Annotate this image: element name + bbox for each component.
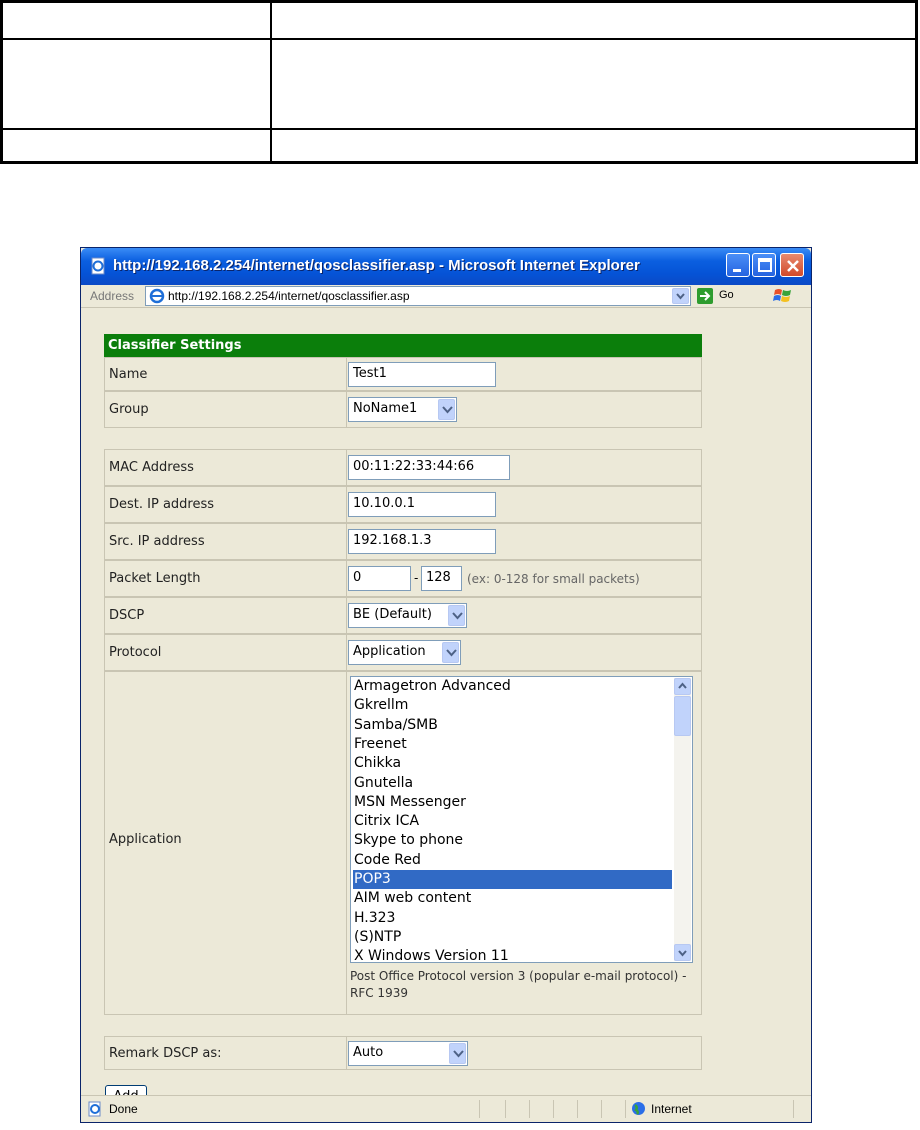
packet-length-label: Packet Length [109, 571, 201, 586]
application-list-item[interactable]: Code Red [354, 851, 421, 868]
status-divider [505, 1100, 506, 1118]
status-divider [553, 1100, 554, 1118]
mac-label: MAC Address [109, 460, 194, 475]
chevron-down-icon [446, 648, 457, 658]
application-list-item[interactable]: Citrix ICA [354, 813, 420, 830]
name-row [104, 357, 702, 391]
address-input[interactable] [145, 286, 691, 306]
application-list-item[interactable]: AIM web content [354, 890, 472, 907]
address-label: Address [90, 289, 135, 303]
zone-label: Internet [651, 1102, 692, 1116]
address-bar [81, 285, 811, 308]
table-cell [271, 129, 917, 162]
classifier-settings-header: Classifier Settings [104, 334, 702, 357]
chevron-down-icon [675, 945, 690, 960]
name-label: Name [109, 367, 148, 382]
close-button[interactable] [780, 253, 804, 277]
remark-dscp-select[interactable] [348, 1041, 468, 1066]
table-cell [271, 2, 917, 39]
scroll-down-button[interactable] [674, 944, 691, 961]
group-value: NoName1 [353, 401, 418, 416]
dscp-label: DSCP [109, 608, 145, 623]
table-cell [2, 39, 271, 129]
maximize-icon [753, 254, 777, 278]
chevron-down-icon [673, 289, 688, 303]
dscp-row [104, 597, 702, 634]
minimize-button[interactable] [726, 253, 750, 277]
dscp-value: BE (Default) [353, 607, 432, 622]
src-ip-row [104, 523, 702, 560]
application-list-item[interactable]: Gnutella [354, 774, 414, 791]
protocol-select[interactable] [348, 640, 461, 665]
chevron-up-icon [675, 679, 690, 694]
chevron-down-icon [453, 1049, 464, 1059]
packet-length-from-input[interactable]: 0 [348, 566, 411, 591]
group-label: Group [109, 402, 149, 417]
packet-length-separator: - [414, 571, 419, 585]
scroll-up-button[interactable] [674, 678, 691, 695]
application-list-item[interactable]: POP3 [353, 870, 672, 889]
document-table [0, 0, 918, 164]
table-cell [271, 39, 917, 129]
chevron-down-icon [452, 611, 463, 621]
listbox-scrollbar[interactable] [674, 678, 691, 961]
group-select[interactable] [348, 397, 457, 422]
page-content [83, 309, 809, 1094]
status-divider [529, 1100, 530, 1118]
mac-address-input[interactable]: 00:11:22:33:44:66 [348, 455, 510, 480]
application-list-item[interactable]: Freenet [354, 735, 407, 752]
ie-window [80, 247, 812, 1123]
status-text: Done [109, 1102, 138, 1116]
src-ip-input[interactable]: 192.168.1.3 [348, 529, 496, 554]
ie-page-icon [89, 257, 107, 275]
application-list-item[interactable]: H.323 [354, 909, 396, 926]
application-listbox[interactable] [350, 676, 693, 963]
remark-value: Auto [353, 1045, 384, 1060]
application-list-item[interactable]: Armagetron Advanced [354, 678, 511, 694]
status-divider [577, 1100, 578, 1118]
src-ip-label: Src. IP address [109, 534, 205, 549]
application-label: Application [109, 832, 182, 847]
ie-page-icon [87, 1101, 103, 1117]
mac-row [104, 449, 702, 486]
globe-icon [631, 1101, 646, 1116]
remark-label: Remark DSCP as: [109, 1046, 222, 1061]
table-cell [2, 2, 271, 39]
remark-row [104, 1036, 702, 1070]
dest-ip-label: Dest. IP address [109, 497, 215, 512]
title-bar[interactable] [81, 248, 811, 285]
application-row [104, 671, 702, 1015]
group-row [104, 391, 702, 428]
go-label: Go [719, 289, 734, 301]
application-list-item[interactable]: Chikka [354, 755, 402, 772]
name-input[interactable]: Test1 [348, 362, 496, 387]
minimize-icon [727, 254, 751, 278]
protocol-row [104, 634, 702, 671]
go-button[interactable] [695, 287, 743, 305]
status-divider [793, 1100, 794, 1118]
packet-length-hint: (ex: 0-128 for small packets) [467, 572, 640, 586]
status-bar [81, 1095, 811, 1122]
address-dropdown-button[interactable] [672, 288, 689, 304]
protocol-value: Application [353, 644, 426, 659]
application-list-item[interactable]: X Windows Version 11 [354, 948, 509, 963]
dest-ip-row [104, 486, 702, 523]
packet-length-to-input[interactable]: 128 [421, 566, 462, 591]
ie-logo-icon [149, 288, 165, 304]
status-divider [625, 1100, 626, 1118]
table-cell [2, 129, 271, 162]
application-list-item[interactable]: Skype to phone [354, 832, 464, 849]
status-divider [479, 1100, 480, 1118]
dscp-select[interactable] [348, 603, 467, 628]
dest-ip-input[interactable]: 10.10.0.1 [348, 492, 496, 517]
protocol-label: Protocol [109, 645, 162, 660]
address-url: http://192.168.2.254/internet/qosclassifier.asp [168, 289, 410, 303]
chevron-down-icon [442, 405, 453, 415]
application-list-item[interactable]: Samba/SMB [354, 716, 438, 733]
application-list-item[interactable]: MSN Messenger [354, 793, 466, 810]
application-description: Post Office Protocol version 3 (popular e-mail protocol) - RFC 1939 [350, 969, 687, 1000]
maximize-button[interactable] [752, 253, 776, 277]
scroll-thumb[interactable] [674, 696, 691, 736]
application-list-item[interactable]: Gkrellm [354, 697, 409, 714]
status-divider [601, 1100, 602, 1118]
packet-length-row [104, 560, 702, 597]
application-list-item[interactable]: (S)NTP [354, 928, 402, 945]
window-title: http://192.168.2.254/internet/qosclassifier.asp - Microsoft Internet Explorer [113, 257, 640, 274]
go-arrow-icon [697, 288, 713, 304]
windows-logo-icon [771, 287, 795, 305]
close-icon [781, 254, 805, 278]
